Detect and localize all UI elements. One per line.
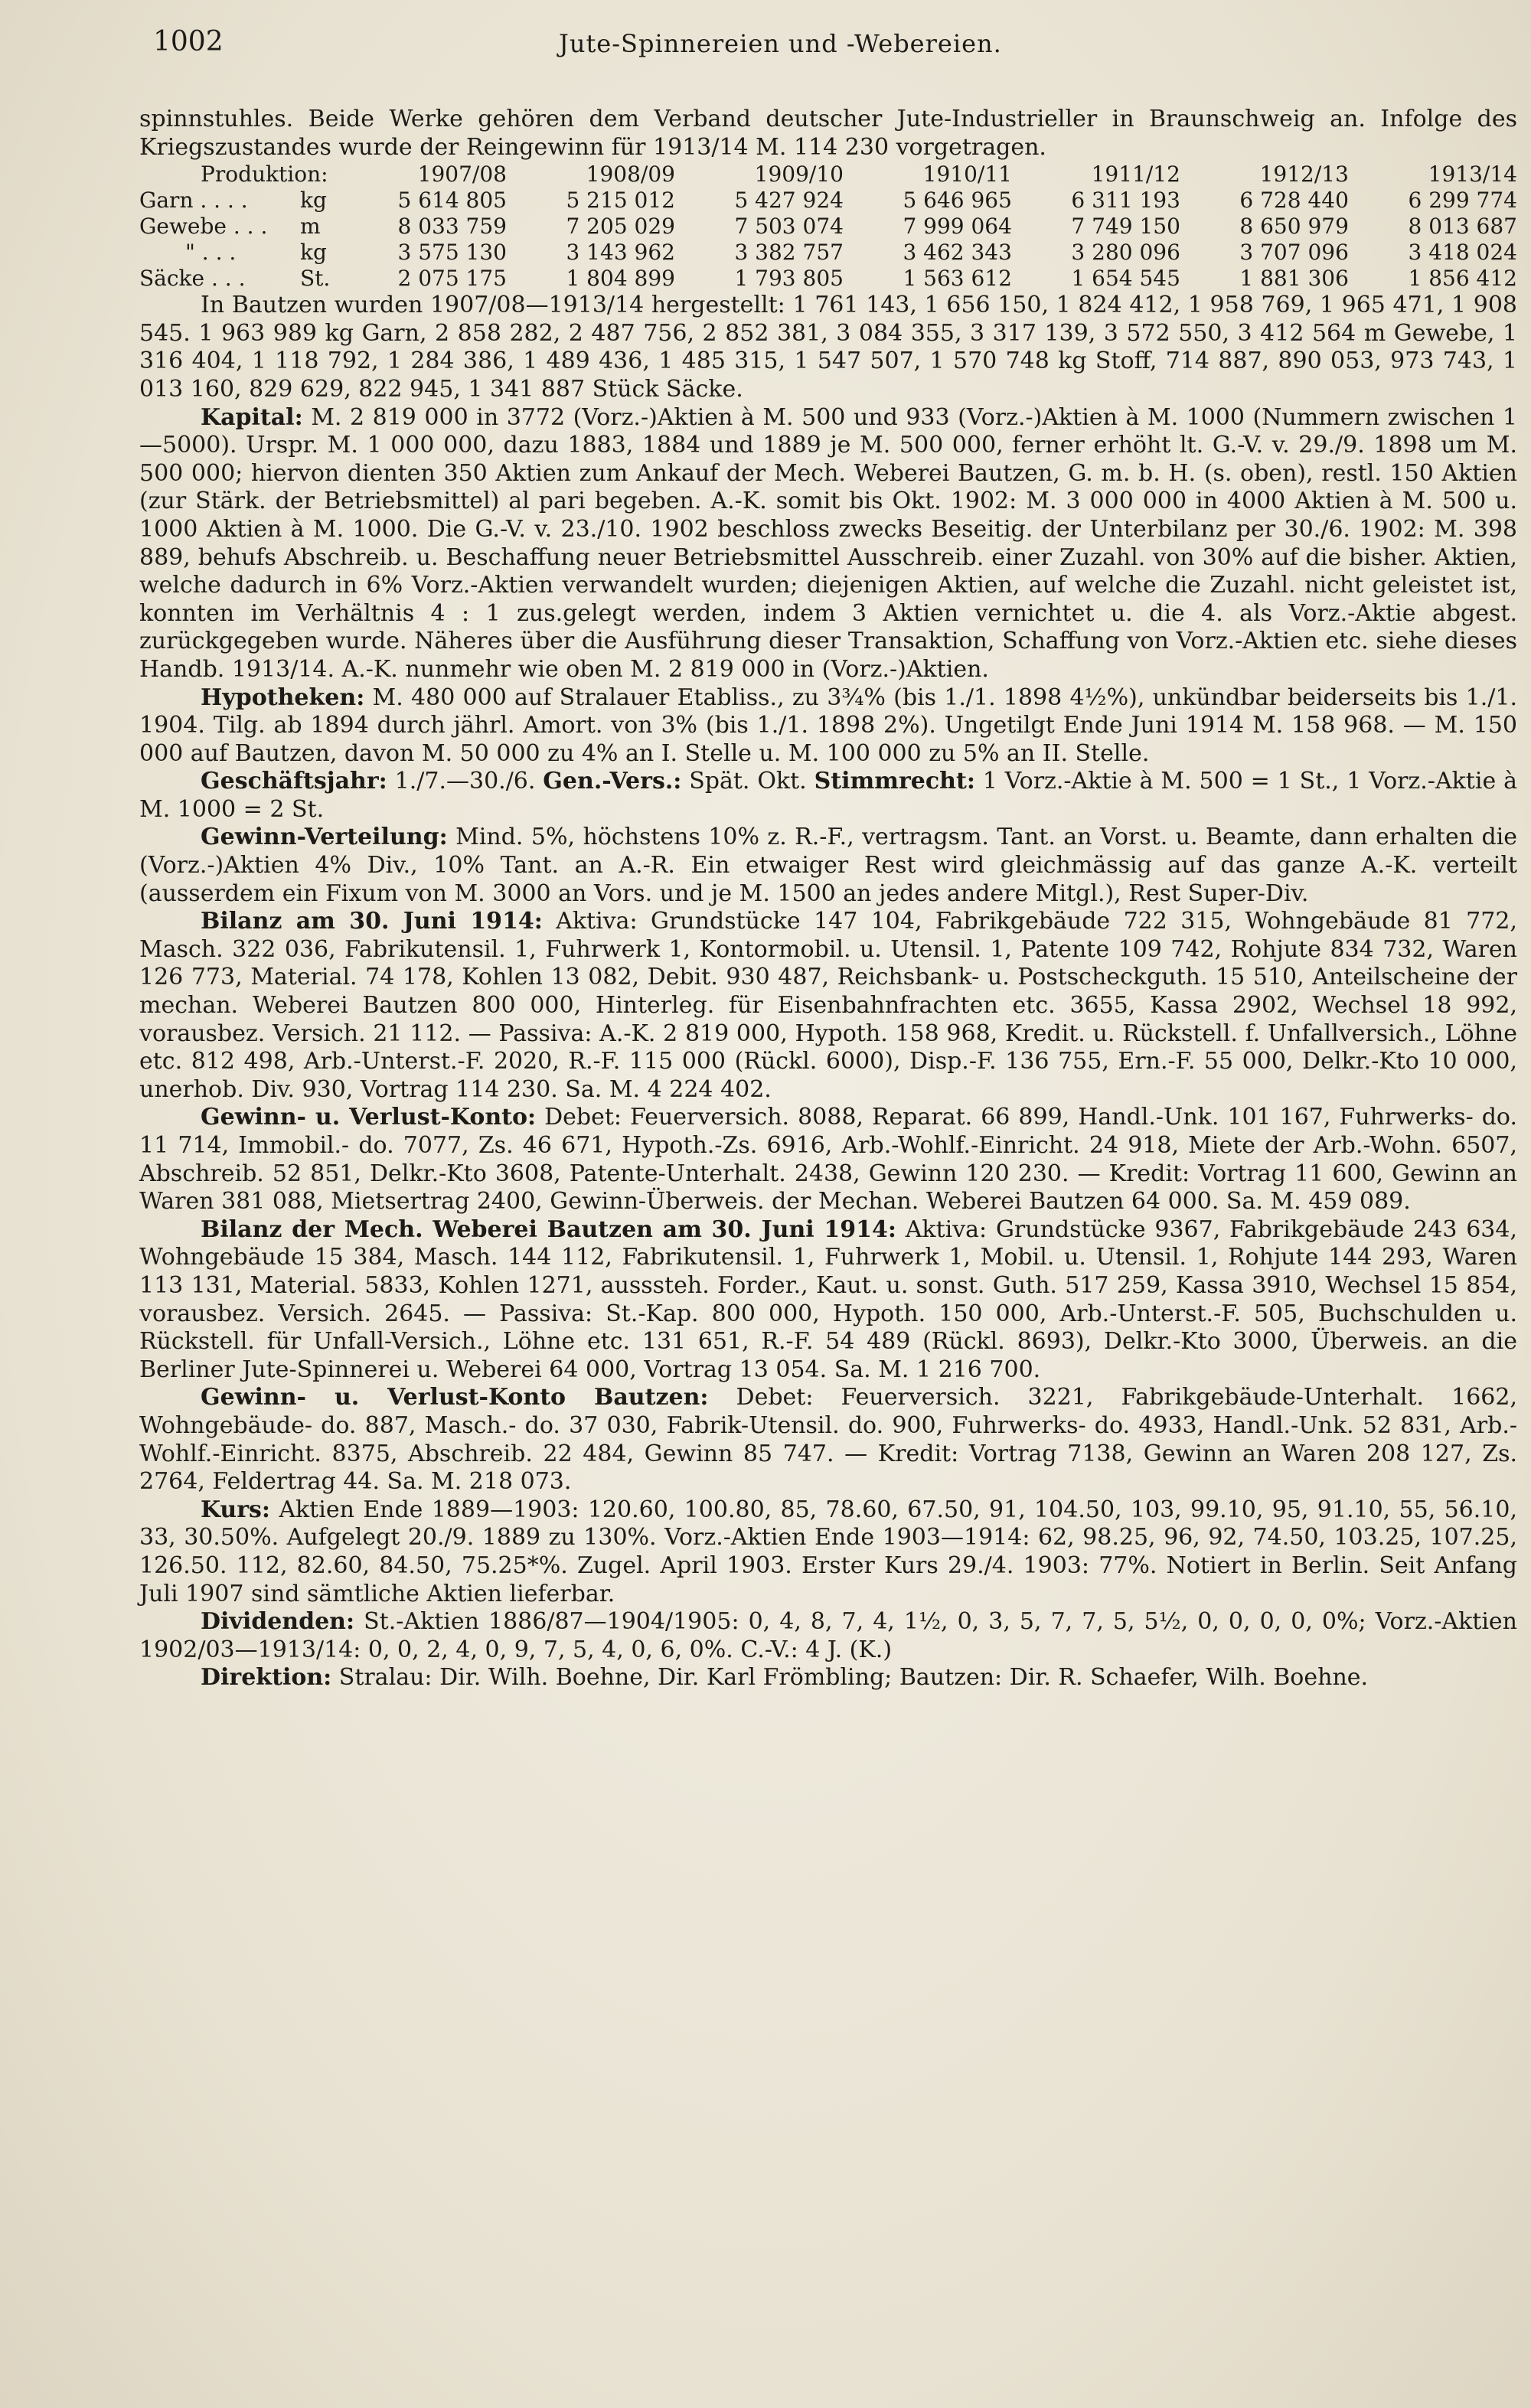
cell: 7 205 029 [566, 214, 675, 240]
dividenden-section [139, 1608, 1517, 1664]
year-header: 1912/13 [1259, 162, 1349, 188]
hypotheken-section [139, 684, 1517, 768]
cell: 3 575 130 [397, 240, 507, 266]
cell: 1 881 306 [1239, 266, 1349, 292]
running-title: Jute-Spinnereien und -Webereien. [559, 29, 1002, 58]
year-header: 1913/14 [1428, 162, 1517, 188]
row-label: Säcke . . . [139, 266, 246, 292]
production-heading: Produktion: [201, 162, 328, 188]
cell: 1 856 412 [1408, 266, 1517, 292]
section-heading: Gen.-Vers.: [543, 768, 682, 795]
section-text: M. 2 819 000 in 3772 (Vorz.-)Aktien à M. 500 und 933 (Vorz.-)Aktien à M. 1000 (Nummern zwischen 1—5000). Urspr. M. 1 000 000, dazu 1883, 1884 und 1889 je M. 500 000, ferner erhöht lt. G.-V. v. 29./9. 1898 um M. 500 000; hiervon dienten 350 Aktien zum Ankauf der Mech. Weberei Bautzen, G. m. b. H. (s. oben), restl. 150 Aktien (zur Stärk. der Betriebsmittel) al pari begeben. A.-K. somit bis Okt. 1902: M. 3 000 000 in 4000 Aktien à M. 500 u. 1000 Aktien à M. 1000. Die G.-V. v. 23./10. 1902 beschloss zwecks Beseitig. der Unterbilanz per 30./6. 1902: M. 398 889, behufs Abschreib. u. Beschaffung neuer Betriebsmittel Ausschreib. einer Zuzahl. von 30% auf die bisher. Aktien, welche dadurch in 6% Vorz.-Aktien verwandelt wurden; diejenigen Aktien, auf welche die Zuzahl. nicht geleistet ist, konnten im Verhältnis 4 : 1 zus.gelegt werden, indem 3 Aktien vernichtet u. die 4. als Vorz.-Aktie abgest. zurückgegeben wurde. Näheres über die Ausführung dieser Transaktion, Schaffung von Vorz.-Aktien etc. siehe dieses Handb. 1913/14. A.-K. nunmehr wie oben M. 2 819 000 in (Vorz.-)Aktien. [139, 403, 1517, 683]
section-heading: Bilanz am 30. Juni 1914: [201, 908, 543, 935]
cell: 3 462 343 [903, 240, 1012, 266]
row-unit: St. [300, 266, 331, 292]
kapital-section [139, 404, 1517, 684]
gewinn-verteilung-section [139, 824, 1517, 908]
production-header-row [139, 162, 1517, 188]
section-heading: Gewinn-Verteilung: [201, 824, 448, 851]
cell: 1 804 899 [566, 266, 675, 292]
section-text: Debet: Feuerversich. 8088, Reparat. 66 899, Handl.-Unk. 101 167, Fuhrwerks- do. 11 714, Immobil.- do. 7077, Zs. 46 671, Hypoth.-Zs. 6916, Arb.-Wohlf.-Einricht. 24 918, Miete der Arb.-Wohn. 6507, Abschreib. 52 851, Delkr.-Kto 3608, Patente-Unterhalt. 2438, Gewinn 120 230. — Kredit: Vortrag 11 600, Gewinn an Waren 381 088, Mietsertrag 2400, Gewinn-Überweis. der Mechan. Weberei Bautzen 64 000. Sa. M. 459 089. [139, 1104, 1517, 1215]
section-text: Stralau: Dir. Wilh. Boehne, Dir. Karl Frömbling; Bautzen: Dir. R. Schaefer, Wilh. Boehne. [338, 1664, 1369, 1692]
section-heading: Direktion: [201, 1664, 332, 1692]
gewinn-verlust-bautzen-section [139, 1384, 1517, 1496]
cell: 7 749 150 [1071, 214, 1180, 240]
section-text: M. 480 000 auf Stralauer Etabliss., zu 3¾% (bis 1./1. 1898 4½%), unkündbar beiderseits bis 1./1. 1904. Tilg. ab 1894 durch jährl. Amort. von 3% (bis 1./1. 1898 2%). Ungetilgt Ende Juni 1914 M. 158 968. — M. 150 000 auf Bautzen, davon M. 50 000 zu 4% an I. Stelle u. M. 100 000 zu 5% an II. Stelle. [139, 684, 1517, 767]
geschaeftsjahr-section [139, 768, 1517, 824]
section-text: St.-Aktien 1886/87—1904/1905: 0, 4, 8, 7, 4, 1½, 0, 3, 5, 7, 7, 5, 5½, 0, 0, 0, 0, 0%; Vorz.-Aktien 1902/03—1913/14: 0, 0, 2, 4, 0, 9, 7, 5, 4, 0, 6, 0%. C.-V.: 4 J. (K.) [139, 1608, 1517, 1663]
section-text: Mind. 5%, höchstens 10% z. R.-F., vertragsm. Tant. an Vorst. u. Beamte, dann erhalten die (Vorz.-)Aktien 4% Div., 10% Tant. an A.-R. Ein etwaiger Rest wird gleichmässig auf das ganze A.-K. verteilt (ausserdem ein Fixum von M. 3000 an Vors. und je M. 1500 an jedes andere Mitgl.), Rest Super-Div. [139, 824, 1517, 907]
production-row [139, 240, 1517, 266]
cell: 5 215 012 [566, 188, 675, 214]
cell: 5 427 924 [734, 188, 844, 214]
bilanz-bautzen-section [139, 1216, 1517, 1385]
cell: 1 793 805 [734, 266, 844, 292]
cell: 2 075 175 [397, 266, 507, 292]
section-heading: Hypotheken: [201, 684, 365, 711]
section-text: 1 Vorz.-Aktie à M. 500 = 1 St., 1 Vorz.-Aktie à M. 1000 = 2 St. [139, 768, 1517, 823]
section-text: Aktiva: Grundstücke 9367, Fabrikgebäude 243 634, Wohngebäude 15 384, Masch. 144 112, Fabrikutensil. 1, Fuhrwerk 1, Mobil. u. Utensil. 1, Rohjute 144 293, Waren 113 131, Material. 5833, Kohlen 1271, ausssteh. Forder., Kaut. u. sonst. Guth. 517 259, Kassa 3910, Wechsel 15 854, vorausbez. Versich. 2645. — Passiva: St.-Kap. 800 000, Hypoth. 150 000, Arb.-Unterst.-F. 505, Buchschulden u. Rückstell. für Unfall-Versich., Löhne etc. 131 651, R.-F. 54 489 (Rückl. 8693), Delkr.-Kto 3000, Überweis. an die Berliner Jute-Spinnerei u. Weberei 64 000, Vortrag 13 054. Sa. M. 1 216 700. [139, 1215, 1517, 1383]
production-row [139, 188, 1517, 214]
section-heading: Gewinn- u. Verlust-Konto Bautzen: [201, 1384, 709, 1411]
kurs-section [139, 1496, 1517, 1608]
year-header: 1908/09 [586, 162, 675, 188]
section-heading: Kapital: [201, 403, 303, 431]
section-text: Spät. Okt. [689, 768, 807, 795]
production-row [139, 214, 1517, 240]
row-label: Garn . . . . [139, 188, 248, 214]
year-header: 1910/11 [922, 162, 1012, 188]
gewinn-verlust-section [139, 1104, 1517, 1215]
row-label: " . . . [185, 240, 237, 266]
cell: 1 654 545 [1071, 266, 1180, 292]
row-unit: kg [300, 240, 327, 266]
year-header: 1911/12 [1091, 162, 1180, 188]
cell: 3 418 024 [1408, 240, 1517, 266]
cell: 6 728 440 [1239, 188, 1349, 214]
cell: 8 013 687 [1408, 214, 1517, 240]
cell: 6 299 774 [1408, 188, 1517, 214]
direktion-section [139, 1664, 1517, 1692]
section-heading: Stimmrecht: [814, 768, 975, 795]
section-heading: Kurs: [201, 1496, 270, 1523]
page-number: 1002 [153, 26, 224, 57]
page-header [153, 26, 1393, 72]
intro-paragraph: spinnstuhles. Beide Werke gehören dem Verband deutscher Jute-Industrieller in Braunschweig an. Infolge des Kriegszustandes wurde der Reingewinn für 1913/14 M. 114 230 vorgetragen. [139, 106, 1517, 161]
section-text: Aktiva: Grundstücke 147 104, Fabrikgebäude 722 315, Wohngebäude 81 772, Masch. 322 036, Fabrikutensil. 1, Fuhrwerk 1, Kontormobil. u. Utensil. 1, Patente 109 742, Rohjute 834 732, Waren 126 773, Material. 74 178, Kohlen 13 082, Debit. 930 487, Reichsbank- u. Postscheckguth. 15 510, Anteilscheine der mechan. Weberei Bautzen 800 000, Hinterleg. für Eisenbahnfrachten etc. 3655, Kassa 2902, Wechsel 18 992, vorausbez. Versich. 21 112. — Passiva: A.-K. 2 819 000, Hypoth. 158 968, Kredit. u. Rückstell. f. Unfallversich., Löhne etc. 812 498, Arb.-Unterst.-F. 2020, R.-F. 115 000 (Rückl. 6000), Disp.-F. 136 755, Ern.-F. 55 000, Delkr.-Kto 10 000, unerhob. Div. 930, Vortrag 114 230. Sa. M. 4 224 402. [139, 908, 1517, 1103]
section-heading: Geschäftsjahr: [201, 768, 387, 795]
section-heading: Gewinn- u. Verlust-Konto: [201, 1104, 537, 1131]
cell: 6 311 193 [1071, 188, 1180, 214]
cell: 5 614 805 [397, 188, 507, 214]
cell: 7 999 064 [903, 214, 1012, 240]
year-header: 1909/10 [754, 162, 844, 188]
cell: 3 143 962 [566, 240, 675, 266]
cell: 5 646 965 [903, 188, 1012, 214]
section-text: Debet: Feuerversich. 3221, Fabrikgebäude-Unterhalt. 1662, Wohngebäude- do. 887, Masch.- do. 37 030, Fabrik-Utensil. do. 900, Fuhrwerks- do. 4933, Handl.-Unk. 52 831, Arb.-Wohlf.-Einricht. 8375, Abschreib. 22 484, Gewinn 85 747. — Kredit: Vortrag 7138, Gewinn an Waren 208 127, Zs. 2764, Feldertrag 44. Sa. M. 218 073. [139, 1384, 1517, 1496]
cell: 8 033 759 [397, 214, 507, 240]
cell: 1 563 612 [903, 266, 1012, 292]
cell: 3 707 096 [1239, 240, 1349, 266]
production-table [139, 162, 1517, 292]
production-row [139, 266, 1517, 292]
bilanz-section [139, 908, 1517, 1104]
section-text: Aktien Ende 1889—1903: 120.60, 100.80, 85, 78.60, 67.50, 91, 104.50, 103, 99.10, 95, 91.10, 55, 56.10, 33, 30.50%. Aufgelegt 20./9. 1889 zu 130%. Vorz.-Aktien Ende 1903—1914: 62, 98.25, 96, 92, 74.50, 103.25, 107.25, 126.50. 112, 82.60, 84.50, 75.25*%. Zugel. April 1903. Erster Kurs 29./4. 1903: 77%. Notiert in Berlin. Seit Anfang Juli 1907 sind sämtliche Aktien lieferbar. [139, 1496, 1517, 1607]
cell: 3 382 757 [734, 240, 844, 266]
row-unit: m [300, 214, 321, 240]
row-label: Gewebe . . . [139, 214, 268, 240]
cell: 3 280 096 [1071, 240, 1180, 266]
section-text: 1./7.—30./6. [394, 768, 536, 795]
year-header: 1907/08 [417, 162, 507, 188]
bautzen-production-paragraph: In Bautzen wurden 1907/08—1913/14 hergestellt: 1 761 143, 1 656 150, 1 824 412, 1 958 769, 1 965 471, 1 908 545. 1 963 989 kg Garn, 2 858 282, 2 487 756, 2 852 381, 3 084 355, 3 317 139, 3 572 550, 3 412 564 m Gewebe, 1 316 404, 1 118 792, 1 284 386, 1 489 436, 1 485 315, 1 547 507, 1 570 748 kg Stoff, 714 887, 890 053, 973 743, 1 013 160, 829 629, 822 945, 1 341 887 Stück Säcke. [139, 292, 1517, 403]
cell: 8 650 979 [1239, 214, 1349, 240]
section-heading: Dividenden: [201, 1608, 355, 1636]
page-body [139, 106, 1517, 1692]
row-unit: kg [300, 188, 327, 214]
section-heading: Bilanz der Mech. Weberei Bautzen am 30. Juni 1914: [201, 1215, 896, 1243]
cell: 7 503 074 [734, 214, 844, 240]
